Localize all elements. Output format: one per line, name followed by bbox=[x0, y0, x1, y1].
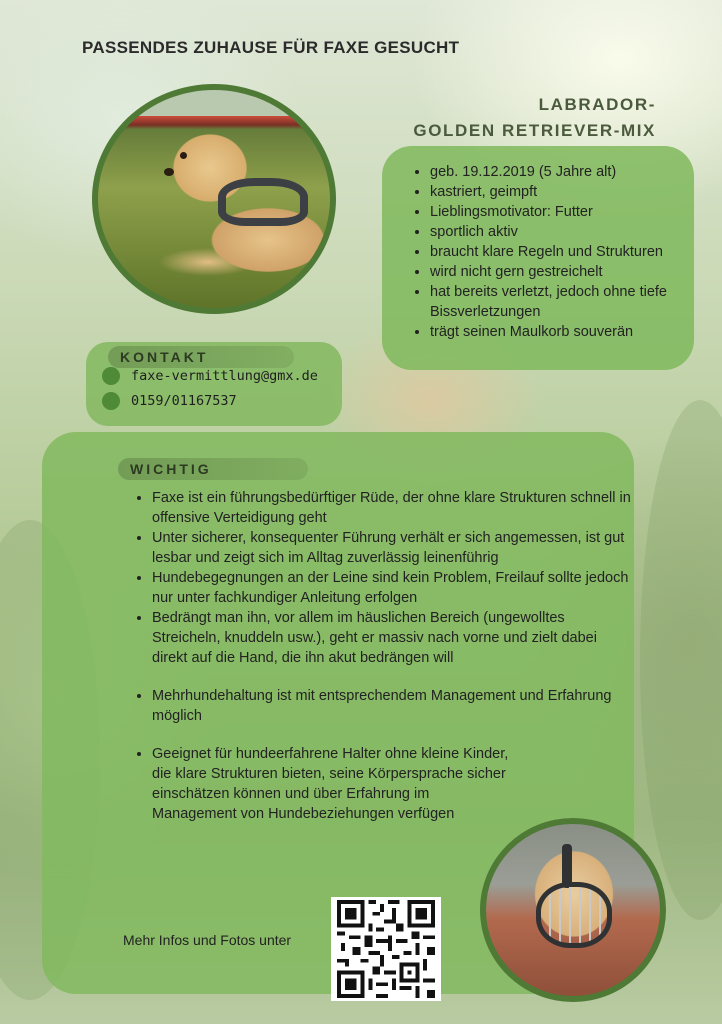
contact-phone-row bbox=[102, 392, 237, 410]
important-item: • Faxe ist ein führungsbedürftiger Rüde, der ohne klare Strukturen schnell in offensive Verteidigung geht bbox=[152, 488, 632, 528]
muzzle-shape bbox=[536, 882, 612, 948]
important-list bbox=[130, 488, 632, 824]
qr-code-graphic bbox=[334, 900, 438, 998]
dog-nose bbox=[164, 168, 174, 176]
fact-item: • geb. 19.12.2019 (5 Jahre alt) bbox=[430, 162, 676, 182]
fact-item: • wird nicht gern gestreichelt bbox=[430, 262, 676, 282]
contact-email[interactable]: faxe-vermittlung@gmx.de bbox=[131, 368, 318, 384]
breed-line-2: GOLDEN RETRIEVER-MIX bbox=[413, 121, 656, 140]
fact-item: • trägt seinen Maulkorb souverän bbox=[430, 322, 676, 342]
important-item: • Bedrängt man ihn, vor allem im häuslichen Bereich (ungewolltes Streicheln, knuddeln usw.), geht er massiv nach vorne und zielt dabei direkt auf die Hand, die ihn akut bedrängen will bbox=[152, 608, 632, 668]
contact-phone[interactable]: 0159/01167537 bbox=[131, 393, 237, 409]
fact-item: • braucht klare Regeln und Strukturen bbox=[430, 242, 676, 262]
fact-item: • kastriert, geimpft bbox=[430, 182, 676, 202]
fact-item: • hat bereits verletzt, jedoch ohne tiefe Bissverletzungen bbox=[430, 282, 676, 322]
facts-box bbox=[382, 146, 694, 370]
dog-eye bbox=[180, 152, 187, 159]
contact-email-row bbox=[102, 367, 318, 385]
fact-item: • Lieblingsmotivator: Futter bbox=[430, 202, 676, 222]
breed-heading bbox=[413, 92, 656, 144]
circle-dot-icon bbox=[102, 392, 120, 410]
background-grass bbox=[640, 400, 722, 920]
important-item: • Hundebegegnungen an der Leine sind kein Problem, Freilauf sollte jedoch nur unter fachkundiger Anleitung erfolgen bbox=[152, 568, 632, 608]
contact-label: KONTAKT bbox=[108, 346, 294, 368]
important-item: • Unter sicherer, konsequenter Führung verhält er sich angemessen, ist gut lesbar und zeigt sich im Alltag zuverlässig leinenführig bbox=[152, 528, 632, 568]
important-item: • Geeignet für hundeerfahrene Halter ohne kleine Kinder, die klare Strukturen bieten, seine Körpersprache sicher einschätzen können und über Erfahrung im Management von Hundebeziehungen verfügen bbox=[152, 744, 512, 824]
harness-shape bbox=[218, 178, 308, 226]
breed-line-1: LABRADOR- bbox=[538, 95, 656, 114]
page-title: PASSENDES ZUHAUSE FÜR FAXE GESUCHT bbox=[82, 38, 460, 57]
dog-photo-main bbox=[92, 84, 336, 314]
more-info-text: Mehr Infos und Fotos unter bbox=[123, 932, 292, 948]
important-item: • Mehrhundehaltung ist mit entsprechendem Management und Erfahrung möglich bbox=[152, 686, 632, 726]
qr-code[interactable] bbox=[331, 897, 441, 1001]
dog-photo-muzzle bbox=[480, 818, 666, 1002]
facts-list bbox=[408, 162, 676, 342]
circle-dot-icon bbox=[102, 367, 120, 385]
fact-item: • sportlich aktiv bbox=[430, 222, 676, 242]
important-label: WICHTIG bbox=[118, 458, 308, 480]
